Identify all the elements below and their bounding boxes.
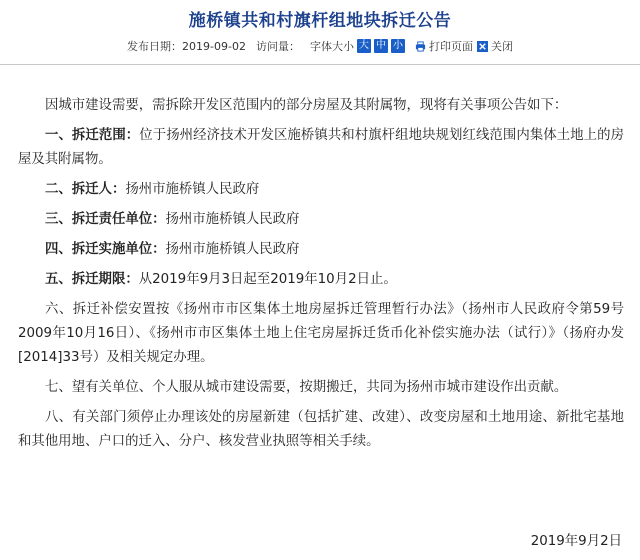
- printer-icon: [415, 41, 426, 52]
- clause-7: 七、望有关单位、个人服从城市建设需要，按期搬迁，共同为扬州市城市建设作出贡献。: [45, 380, 568, 395]
- announcement-body: [18, 94, 624, 460]
- clause-4: [18, 238, 624, 262]
- clause-heading: 三、拆迁责任单位：: [45, 212, 166, 227]
- page-title: 施桥镇共和村旗杆组地块拆迁公告: [188, 11, 452, 31]
- publish-date: 2019-09-02: [182, 39, 246, 53]
- clause-text: 扬州市施桥镇人民政府: [125, 182, 260, 197]
- close-link[interactable]: [477, 38, 513, 54]
- meta-bar: [0, 36, 640, 56]
- publish-label: 发布日期：: [127, 40, 183, 53]
- clause-6: 六、拆迁补偿安置按《扬州市市区集体土地房屋拆迁管理暂行办法》（扬州市人民政府令第59号2009年10月16日）、《扬州市市区集体土地上住宅房屋拆迁货币化补偿实施办法（试行）》（扬府办发[2014]33号）及相关规定办理。: [18, 302, 624, 365]
- clause-text: 位于扬州经济技术开发区施桥镇共和村旗杆组地块规划红线范围内集体土地上的房屋及其附属物。: [18, 128, 625, 167]
- clause-heading: 五、拆迁期限：: [45, 272, 139, 287]
- font-size-label: 字体大小: [309, 40, 354, 53]
- announcement-date: 2019年9月2日: [530, 534, 622, 549]
- visits-label: 访问量：: [255, 40, 300, 53]
- clause-heading: 四、拆迁实施单位：: [45, 242, 166, 257]
- font-size-large-button[interactable]: 大: [358, 40, 369, 51]
- clause-heading: 二、拆迁人：: [45, 182, 126, 197]
- close-label: 关闭: [490, 40, 513, 53]
- clause-5: [18, 268, 624, 292]
- print-page-link[interactable]: [415, 38, 473, 54]
- font-size-small-button[interactable]: 小: [392, 40, 403, 51]
- close-icon: [477, 41, 488, 52]
- font-size-medium-button[interactable]: 中: [375, 40, 386, 51]
- print-label: 打印页面: [428, 40, 473, 53]
- clause-text: 扬州市施桥镇人民政府: [165, 242, 300, 257]
- header-divider: [0, 64, 640, 65]
- clause-2: [18, 178, 624, 202]
- intro-paragraph: 因城市建设需要，需拆除开发区范围内的部分房屋及其附属物，现将有关事项公告如下：: [45, 98, 568, 113]
- clause-8: 八、有关部门须停止办理该处的房屋新建（包括扩建、改建）、改变房屋和土地用途、新批宅基地和其他用地、户口的迁入、分户、核发营业执照等相关手续。: [18, 410, 624, 449]
- clause-heading: 一、拆迁范围：: [45, 128, 140, 143]
- clause-text: 从2019年9月3日起至2019年10月2日止。: [138, 272, 397, 287]
- clause-1: [18, 124, 624, 172]
- clause-text: 扬州市施桥镇人民政府: [165, 212, 300, 227]
- clause-3: [18, 208, 624, 232]
